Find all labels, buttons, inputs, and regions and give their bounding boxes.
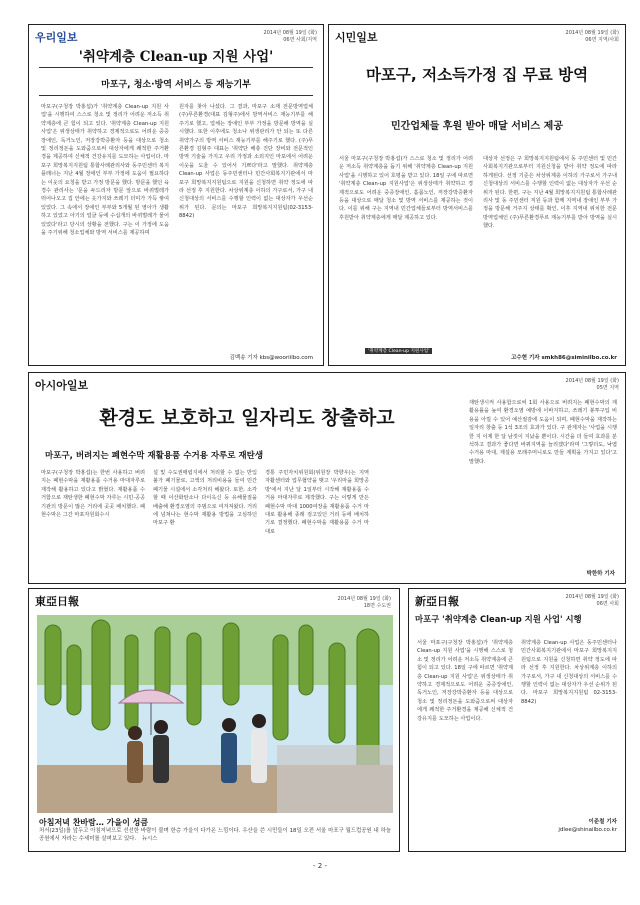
dateline bbox=[566, 377, 619, 391]
divider bbox=[39, 95, 313, 96]
article-column-3: 경통 주민자치위원회(위원장 박향우)는 지역자활센터와 업무협약을 맺고 '우리마을 희망공방'에서 지난 달 1일부터 시작해 재활용품 수거용 마대자루로 제작했다. 구는 이렇게 만든 폐현수막 마대 1000여장을 재활용품 수거 마대로 활용해 종래 검고있던 거리 등에 배치하기로 결정했다. 폐현수막을 재활용품 수거 마대로 bbox=[265, 470, 369, 535]
byline: 고수현 기자 smkh86@siminilbo.co.kr bbox=[511, 355, 617, 361]
dateline bbox=[264, 29, 317, 43]
paper-name: 시민일보 bbox=[335, 31, 378, 44]
date: 2014년 08월 19일 (화) bbox=[565, 30, 619, 36]
headline: 환경도 보호하고 일자리도 창출하고 bbox=[99, 407, 395, 429]
dateline bbox=[338, 595, 391, 609]
dateline bbox=[566, 29, 619, 43]
page-number: 06면 사회/지역 bbox=[283, 37, 317, 43]
headline: 마포구 '취약계층 Clean-up 지원 사업' 시행 bbox=[415, 614, 582, 624]
photo-caption-title: 아침저녁 찬바람… 가을이 성큼 bbox=[39, 818, 149, 827]
headline: '취약계층 Clean-up 지원 사업' bbox=[78, 49, 274, 65]
article-column-1: 마포구(구청장 박홍섭)가 '취약계층 Clean-up 지원 사업'을 시행하여 스스로 청소 및 정리가 어려운 저소득 취약계층에 큰 힘이 되고 있다. '취약계층 Clean-up 지원 사업'은 위생상태가 취약하고 경제적으로도 어려운 중증장애인, 독거노인, 저장강박증환자 등을 대상으로 청소 및 정리정돈을 도와줌으로써 대상자에게 쾌적한 주거환경을 제공하여 신체적 건강유지를 도모하는 사업이다. 마포구 희망복지지원팀 통합사례관리사와 동주민센터 복지플래너는 지난 4월 장애인 부부 가정에 도움이 필요하다는 이웃의 요청을 받고 가정 방문을 했다. 방문을 했던 육경수 관리사는 '문을 두드리자 방문 앞으로 바퀴벌레가 뛰어나오고 집 안에는 옷가지와 쓰레기 더미가 가득 쌓여 있었다. 그 속에서 장애인 부부와 5개월 된 영아가 생활하고 있었고 아기의 얼굴 등에 수십개의 바퀴벌레가 물어 있었다'라고 당시의 상황을 전했다. 구는 이 가정에 도움을 주기위해 청소업체와 방역 서비스를 제공하며 bbox=[41, 104, 169, 237]
clip-shina-ilbo bbox=[408, 588, 626, 852]
article-column-4: 재탄생시켜 사용함으로써 1회 사용으로 버려지는 폐현수막의 재활용률을 높여 환경오염 예방에 이바지하고, 쓰레기 봉투구입 비용을 아낄 수 있어 예산절감에 도움이 되며, 폐현수막을 재작하는 일자리 창출 등 1석 3조의 효과가 있다. 구 관계자는 '사업을 시행한 지 이제 한 달 남짓이 지났을 뿐이다. 시간을 더 들여 효과를 분석하고 결과가 좋다면 바꿔지역을 늘리겠다'라며 '그렇더도, 낙엽수거용 마대, 제설용 모래주머니로도 만들 계획을 가지고 있다'고 말했다. bbox=[469, 400, 617, 465]
caption-text: 처서(23일)를 앞두고 아침저녁으로 선선한 바람이 불며 한층 가을이 다가온 느낌이다. 우산을 쓴 시민들이 18일 오전 서울 마포구 월드컵공원 내 하늘공원에서 자라는 수세미를 살펴보고 있다. bbox=[39, 828, 391, 842]
article-column-2: 대상자 선정은 구 희망복지지원팀에서 동 주민센터 및 민간사회복지기관으로부터 지원신청을 받아 취약 정도에 따라 하게된다. 선정 기준은 차상위계층 이하의 가구로서 가구내 신청대상의 서비스를 수행할 인력이 없는 대상자가 우선 순위가 된다. 한편, 구는 지난 4월 희망복지지원팀 통합사례관리사 및 동 주민센터 직원 등과 함께 지역내 장애인 부부 가정을 방문해 거주지 상태를 확인, 이후 지역내 위치한 전문방역업체인 (주)푸른환경푸르 재능기부를 받아 방역을 실시했다. bbox=[483, 156, 617, 230]
divider bbox=[39, 67, 313, 68]
clip-asia-ilbo bbox=[28, 372, 626, 584]
photo-credit: 뉴시스 bbox=[141, 836, 158, 842]
date: 2014년 08월 19일 (화) bbox=[337, 596, 391, 602]
clip-woori-ilbo bbox=[28, 24, 324, 366]
date: 2014년 08월 19일 (화) bbox=[263, 30, 317, 36]
page-number: 18면 수도권 bbox=[363, 603, 391, 609]
paper-name: 新亞日報 bbox=[415, 595, 459, 608]
clip-simin-ilbo bbox=[328, 24, 626, 366]
page-number-footer: - 2 - bbox=[313, 862, 327, 870]
paper-name: 아시아일보 bbox=[35, 379, 89, 392]
headline: 마포구, 저소득가정 집 무료 방역 bbox=[365, 66, 589, 84]
subhead: 마포구, 버려지는 폐현수막 재활용품 수거용 자루로 재탄생 bbox=[45, 451, 264, 461]
article-column-1: 서울 마포구(구청장 박홍섭)가 스스로 청소 및 정리가 어려운 저소득 취약계층을 돕기 위해 '취약계층 Clean-up 지원사업'을 시행하고 있어 호평을 받고 있다. 18일 구에 따르면 '취약계층 Clean-up 지원사업'은 위생상태가 취약하고 경제적으로도 어려운 중증장애인, 홀몸노인, 저장강박증환자 등을 대상으로 매달 청소 및 방역 서비스를 제공하는 것이다. 이를 위해 구는 지역내 민간업체들로부터 방역서비스를 후원받아 취약계층에게 매달 제공하고 있다. bbox=[339, 156, 473, 221]
photo-caption-text bbox=[39, 827, 391, 852]
date: 2014년 08월 19일 (화) bbox=[565, 594, 619, 600]
article-column-1: 서울 마포구(구청장 박홍섭)가 '취약계층 Clean-up 지원 사업'을 시행해 스스로 청소 및 정리가 어려운 저소득 취약계층에 큰 힘이 되고 있다. 18일 구에 따르면 '취약계층 Clean-up 지원 사업'은 위생상태가 취약하고 경제적으로도 어려운 중증장애인, 독거노인, 저장강박증환자 등을 대상으로 청소 및 정리정돈을 도와줌으로써 대상자에게 쾌적한 주거환경을 제공해 신체적 건강유지를 도모하는 사업이다. bbox=[417, 640, 513, 722]
subhead: 민간업체들 후원 받아 매달 서비스 제공 bbox=[391, 121, 563, 132]
byline-email: jdlee@shinailbo.co.kr bbox=[558, 827, 617, 833]
article-column-2: 원자를 찾아 나섰다. 그 결과, 마포구 소재 전문방역업체 (주)푸른환경(대표 김형주)에서 방역서비스 재능기부를 해주기로 했고, 업체는 장애인 부부 가정을 방문해 방역을 실시했다. 또한 이후에도 청소나 위생관리가 안 되는 또 다른 취약가구의 방역 서비스 재능기부를 해주기로 했다. (주)푸른환경 김형주 대표는 '취약단 해충 진단 장비와 전문적인 방역 기술을 가지고 우리 가정과 소외지인 마포에서 어려운 이웃을 도울 수 있어서 기쁘다'라고 말했다. 취약계층 Clean-up 사업은 동주민센터나 민간사회복지기관에서 마포구 희망복지지원팀으로 지원을 신청하면 취약 정도에 따라 선정 후 지원한다. 차상위계층 이하의 가구로서, 가구 내 신청대상의 서비스를 수행할 인력이 없는 대상자가 우선순위가 된다. 문의는 마포구 희망복지지원팀(02-3153-8842) bbox=[179, 104, 313, 220]
article-column-2: 설 및 수도권매립지에서 처리할 수 없는 반입불가 폐기물로, 고액의 처리비용을 들여 민간폐기물 시설에서 소각처리 해왔다. 또한, 소각할 때 이산화탄소나 다이옥신 등 유해물질을 배출해 환경오염의 주범으로 여겨져왔다. 거리에 넘쳐나는 현수막 재활용 방법을 고심하던 마포구 환 bbox=[153, 470, 257, 527]
dateline bbox=[566, 593, 619, 607]
page-number: 06면 사회 bbox=[596, 601, 619, 607]
byline: 이준철 기자 bbox=[588, 819, 617, 825]
page-number: 06면 지역/사회 bbox=[585, 37, 619, 43]
paper-name: 東亞日報 bbox=[35, 595, 79, 608]
page-number: 05면 지역 bbox=[596, 385, 619, 391]
byline: 박한하 기자 bbox=[586, 571, 615, 577]
date: 2014년 08월 19일 (화) bbox=[565, 378, 619, 384]
subhead: 마포구, 청소·방역 서비스 등 재능기부 bbox=[101, 80, 251, 90]
article-column-2: 취약계층 Clean-up 사업은 동주민센터나 민간사회복지기관에서 마포구 희망복지지원팀으로 지원을 신청하면 취약 정도에 따라 선정 후 지원한다. 차상위계층 이하의 가구로서, 가구 내 신청대상의 서비스를 수행할 인력이 없는 대상자가 우선 순위가 된다. 마포구 희망복지지원팀 02-3153-8842) bbox=[521, 640, 617, 705]
pull-quote: '취약계층 Clean-up 지원사업' bbox=[365, 348, 432, 354]
paper-name: 우리일보 bbox=[35, 31, 78, 44]
news-photo bbox=[37, 615, 393, 813]
article-column-1: 마포구(구청장 박홍섭)는 한번 사용하고 버려지는 폐현수막을 재활용품 수거용 마대자루로 재작해 활용하고 있다고 밝혔다. 재활용품 수거함으로 재탄생한 폐현수막 자루는 시민·공공기관의 방문이 많은 거리에 곳곳 배치했다. 폐현수막은 그간 마포자원회수시 bbox=[41, 470, 145, 519]
clip-donga-ilbo bbox=[28, 588, 400, 852]
byline: 김백송 기자 kbs@wooriilbo.com bbox=[229, 355, 313, 361]
